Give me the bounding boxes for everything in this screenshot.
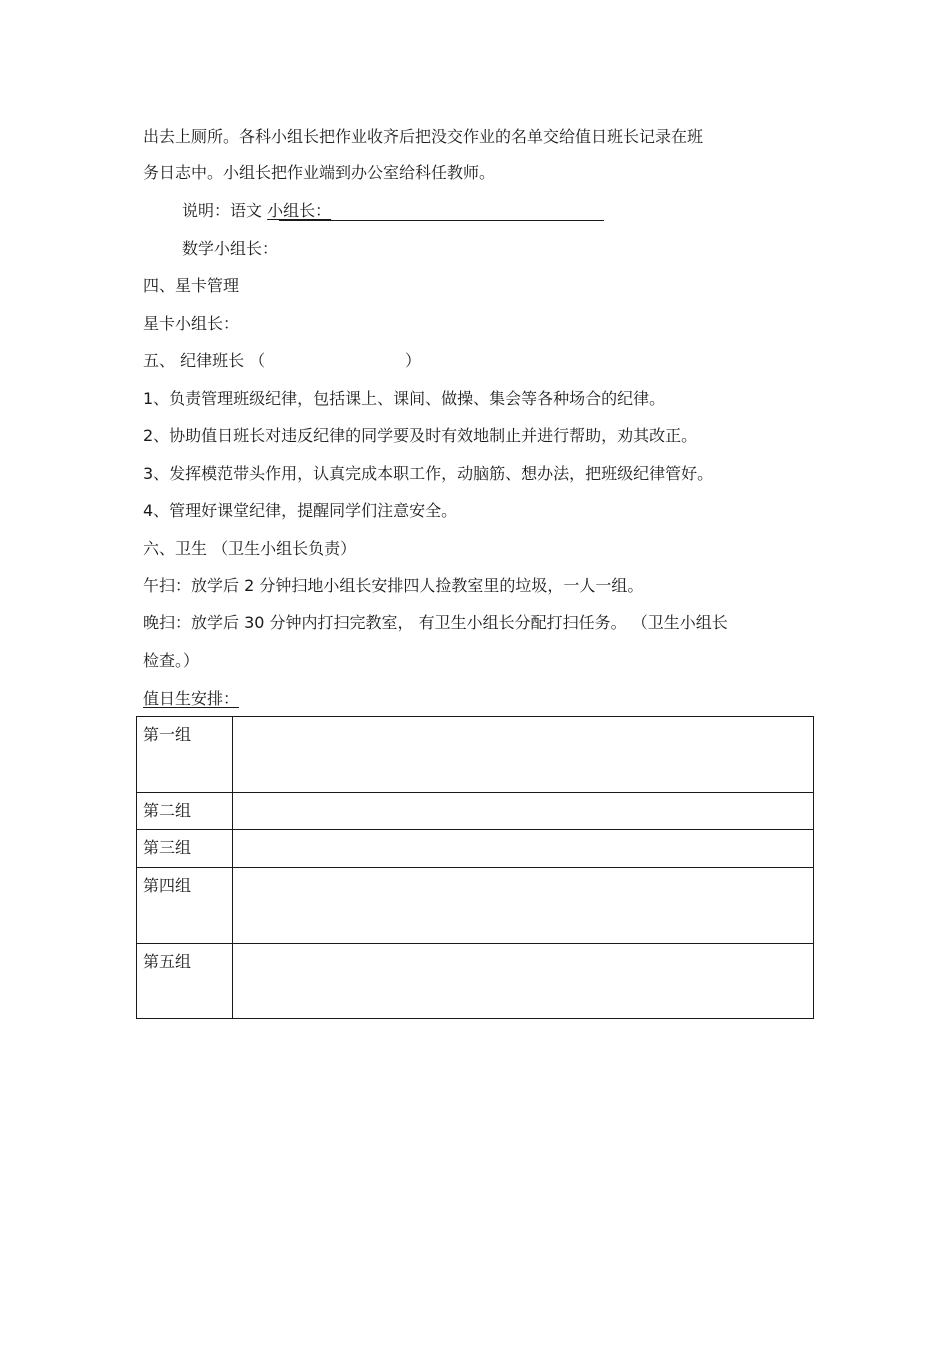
duty-table	[136, 716, 814, 1019]
members-cell	[233, 868, 814, 944]
list-item: 1、负责管理班级纪律，包括课上、课间、做操、集会等各种场合的纪律。	[143, 389, 666, 408]
section-heading: 五、 纪律班长 （	[143, 351, 266, 370]
chinese-leader-label: 小组长：	[267, 201, 332, 220]
group-cell: 第四组	[137, 868, 233, 944]
members-cell	[233, 793, 814, 830]
duty-schedule-title: 值日生安排：	[143, 689, 240, 708]
fill-in-line	[279, 220, 604, 221]
math-leader-line: 数学小组长：	[182, 239, 279, 258]
members-cell	[233, 717, 814, 793]
table-row	[137, 793, 814, 830]
star-card-leader-line: 星卡小组长：	[143, 314, 240, 333]
note-line	[182, 200, 331, 222]
group-cell: 第二组	[137, 793, 233, 830]
members-cell	[233, 830, 814, 868]
list-item: 2、协助值日班长对违反纪律的同学要及时有效地制止并进行帮助，劝其改正。	[143, 426, 698, 445]
paragraph-line: 出去上厕所。各科小组长把作业收齐后把没交作业的名单交给值日班长记录在班	[143, 127, 704, 146]
section-heading: 六、卫生 （卫生小组长负责）	[143, 539, 357, 558]
group-cell: 第一组	[137, 717, 233, 793]
table-row	[137, 830, 814, 868]
section-heading: 四、星卡管理	[143, 276, 240, 295]
bracket-close: ）	[405, 351, 422, 370]
note-label: 说明：语文	[182, 201, 268, 220]
group-cell: 第三组	[137, 830, 233, 868]
table-row	[137, 868, 814, 944]
paragraph-line: 午扫：放学后 2 分钟扫地小组长安排四人捡教室里的垃圾，一人一组。	[143, 576, 644, 595]
group-cell: 第五组	[137, 944, 233, 1019]
paragraph-line: 检查。）	[143, 651, 200, 670]
table-row	[137, 944, 814, 1019]
list-item: 4、管理好课堂纪律，提醒同学们注意安全。	[143, 501, 458, 520]
paragraph-line: 晚扫：放学后 30 分钟内打扫完教室， 有卫生小组长分配打扫任务。 （卫生小组长	[143, 613, 728, 632]
paragraph-line: 务日志中。小组长把作业端到办公室给科任教师。	[143, 163, 496, 182]
table-row	[137, 717, 814, 793]
list-item: 3、发挥模范带头作用，认真完成本职工作，动脑筋、想办法，把班级纪律管好。	[143, 464, 714, 483]
members-cell	[233, 944, 814, 1019]
